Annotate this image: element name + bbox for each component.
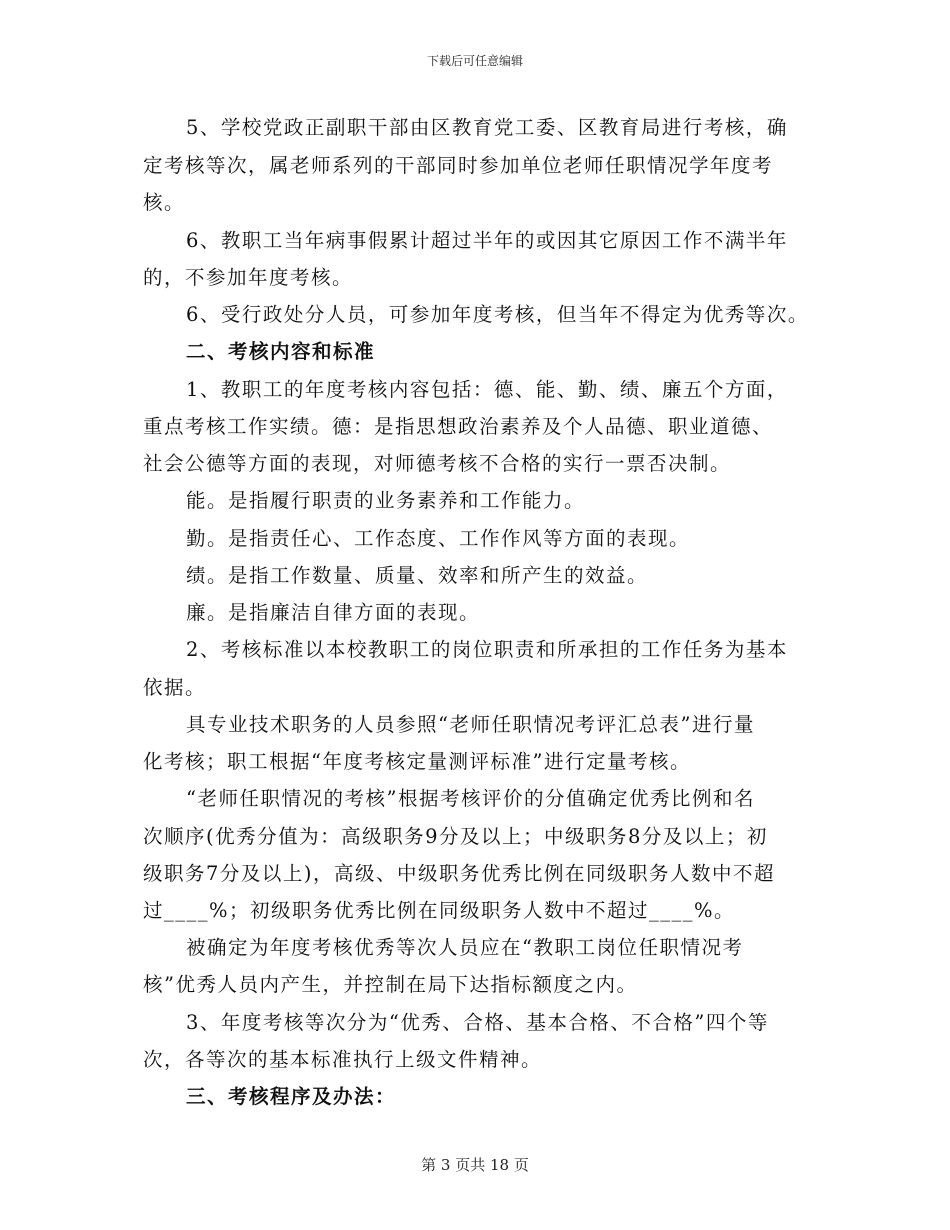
paragraph-line: 重点考核工作实绩。德：是指思想政治素养及个人品德、职业道德、 [143, 415, 774, 438]
page-footer: 第 3 页共 18 页 [421, 1156, 529, 1174]
paragraph-line: 核。 [143, 191, 186, 214]
paragraph-line: 过____%；初级职务优秀比例在同级职务人数中不超过____%。 [143, 899, 736, 922]
paragraph-line: 6、教职工当年病事假累计超过半年的或因其它原因工作不满半年 [186, 229, 788, 252]
paragraph-line: 勤。是指责任心、工作态度、工作作风等方面的表现。 [186, 527, 691, 550]
paragraph-line: 6、受行政处分人员，可参加年度考核，但当年不得定为优秀等次。 [186, 303, 809, 326]
paragraph-line: 1、教职工的年度考核内容包括：德、能、勤、绩、廉五个方面， [186, 378, 788, 401]
paragraph-line: 廉。是指廉洁自律方面的表现。 [186, 601, 481, 624]
paragraph-line: 依据。 [143, 676, 207, 699]
paragraph-line: 3、年度考核等次分为“优秀、合格、基本合格、不合格”四个等 [186, 1011, 769, 1034]
section-heading-3: 三、考核程序及办法： [186, 1085, 397, 1108]
paragraph-line: 具专业技术职务的人员参照“老师任职情况考评汇总表”进行量 [186, 713, 755, 736]
paragraph-line: 社会公德等方面的表现，对师德考核不合格的实行一票否决制。 [143, 452, 732, 475]
paragraph-line: 定考核等次，属老师系列的干部同时参加单位老师任职情况学年度考 [143, 154, 774, 177]
paragraph-line: “老师任职情况的考核”根据考核评价的分值确定优秀比例和名 [186, 787, 755, 810]
paragraph-line: 绩。是指工作数量、质量、效率和所产生的效益。 [186, 564, 649, 587]
paragraph-line: 能。是指履行职责的业务素养和工作能力。 [186, 489, 586, 512]
paragraph-line: 级职务7分及以上)，高级、中级职务优秀比例在同级职务人数中不超 [143, 862, 776, 885]
paragraph-line: 化考核；职工根据“年度考核定量测评标准”进行定量考核。 [143, 750, 691, 773]
section-heading-2: 二、考核内容和标准 [186, 340, 376, 363]
paragraph-line: 的，不参加年度考核。 [143, 266, 354, 289]
paragraph-line: 2、考核标准以本校教职工的岗位职责和所承担的工作任务为基本 [186, 638, 788, 661]
page-header: 下载后可任意编辑 [426, 54, 523, 68]
paragraph-line: 核”优秀人员内产生，并控制在局下达指标额度之内。 [143, 973, 638, 996]
paragraph-line: 次，各等次的基本标准执行上级文件精神。 [143, 1048, 543, 1071]
paragraph-line: 被确定为年度考核优秀等次人员应在“教职工岗位任职情况考 [186, 936, 744, 959]
paragraph-line: 次顺序(优秀分值为：高级职务9分及以上；中级职务8分及以上；初 [143, 825, 768, 848]
paragraph-line: 5、学校党政正副职干部由区教育党工委、区教育局进行考核，确 [186, 116, 788, 139]
